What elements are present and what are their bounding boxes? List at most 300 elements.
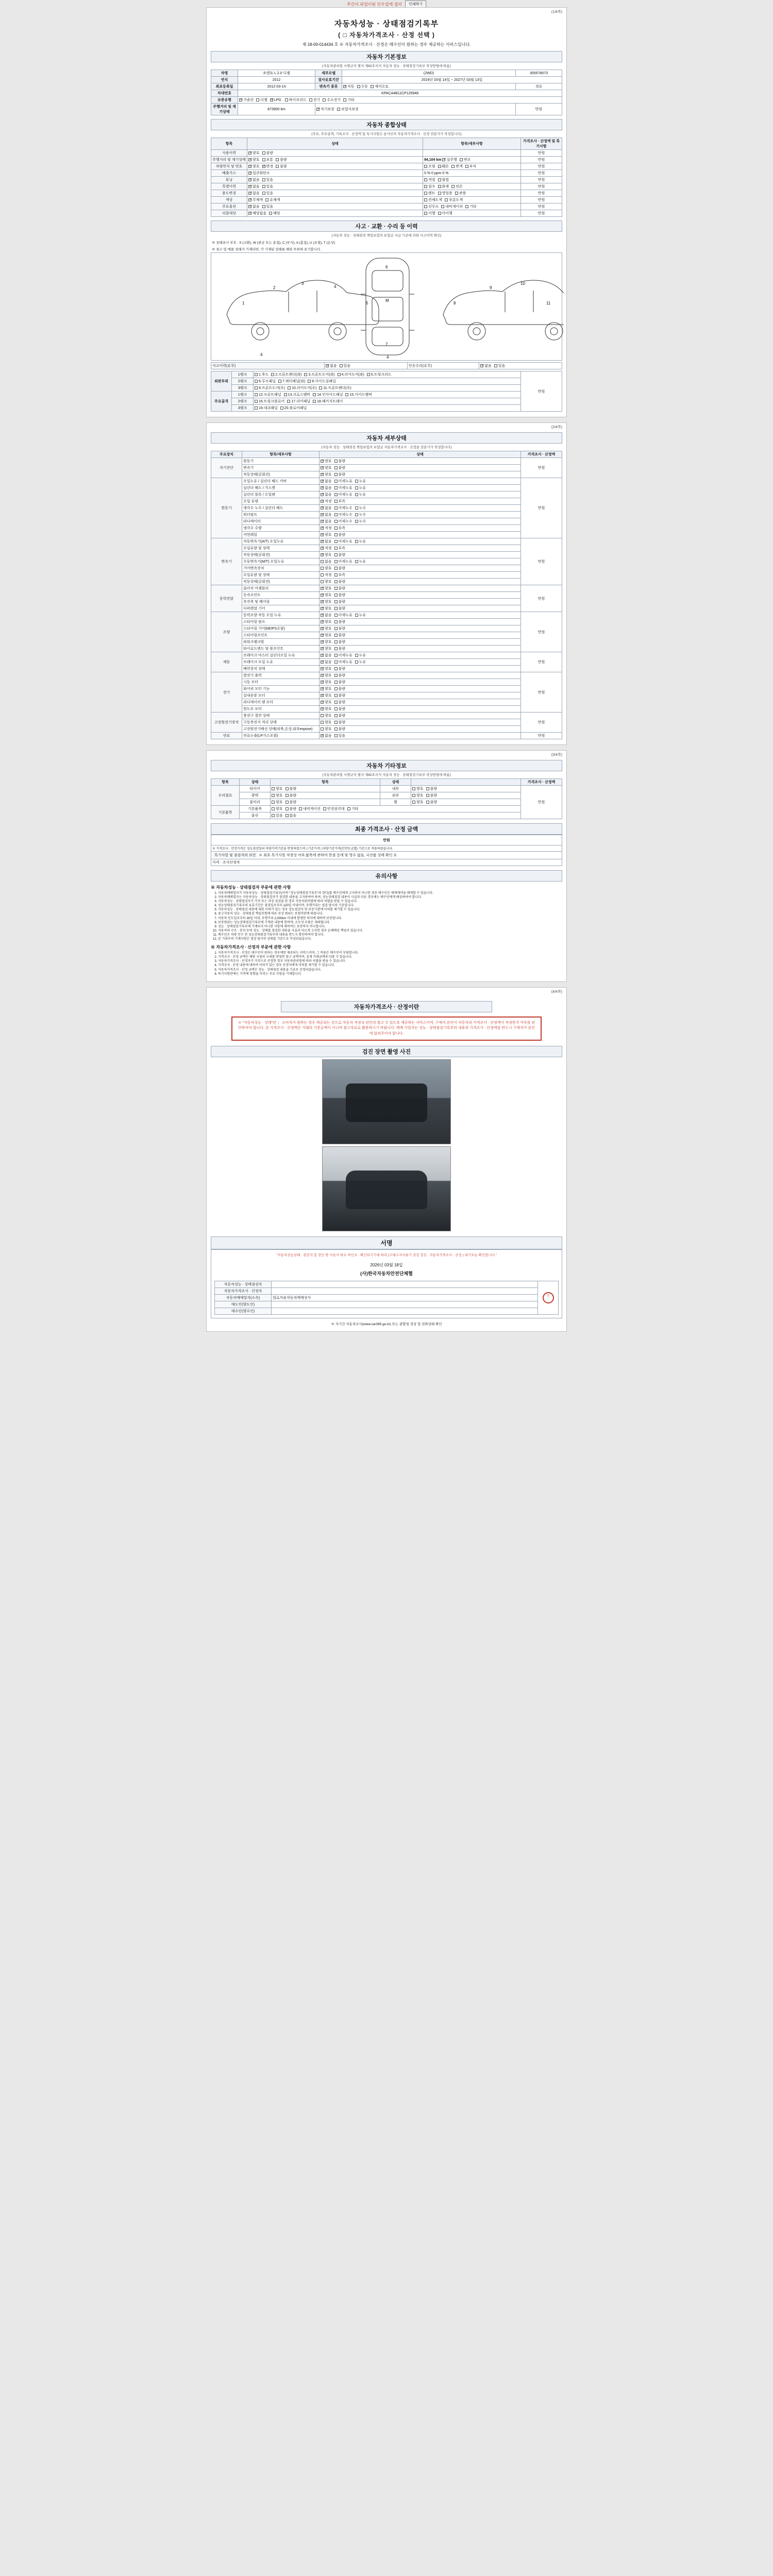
detail-group-1: 원동기 [211,478,242,538]
section-overall-title: 자동차 종합상태 [211,119,562,130]
detail-item-2-3: 수동변속기(M/T) 오일누유 [242,558,320,565]
overall-row-1-detail: 94,104 km ✓ 실주행 변조 [423,157,521,163]
overall-row-8-price: 만원 [521,204,562,210]
detail-opts-7-1[interactable]: 양호 불량 [320,719,521,726]
detail-opts-0-1[interactable]: ✓ 양호 불량 [320,465,521,471]
page-4-label: (4/4쪽) [551,990,562,994]
detail-item-1-5: 워터펌프 [242,512,320,518]
signature-company: (사)한국자동차안전단체협 [360,1270,413,1276]
basic-label-0: 차명 [211,70,238,77]
detail-item-4-0: 동력조향 작동 오일 누유 [242,612,320,619]
svg-text:2: 2 [273,285,276,290]
overall-row-3-detail: 0 % 0 ppm 0 % [423,170,521,177]
etc-row-2-ao[interactable]: 양호 불량 [271,799,380,806]
overall-row-2-price: 만원 [521,163,562,170]
etc-group-right: 기본품목 [211,806,240,819]
special-label: 특기사항 및 점검자의 의견 [212,852,258,858]
accident-bullet-0: ※ 상태표시 부호 : X (교환), W (판금 또는 용접), C (부식), A (흠집), U (요철), T (손상) [212,241,335,245]
notice-item: 3. 자동차성능 · 상태점검자가 거짓 또는 과장 점검을 한 경우 자동차관리법에 따라 처벌을 받을 수 있습니다. [218,900,562,904]
frame-rank-0: 1랭크 [232,392,254,398]
notice-body [211,885,562,976]
detail-opts-1-8[interactable]: ✓ 양호 불량 [320,532,521,538]
overall-col-1: 상태 [247,138,423,150]
detail-opts-1-6[interactable]: ✓ 없음 미세누수 누수 [320,518,521,525]
overall-row-9-name: 리콜대상 [211,210,247,217]
detail-opts-2-0[interactable]: ✓ 없음 미세누유 누유 [320,538,521,545]
detail-col-3: 가격조사 · 산정액 [521,451,562,458]
car-photo-shape [346,1171,428,1209]
section-detail-note: (자동차 성능 · 상태점검 책임보험의 보험금 자동차가격조사 · 산정을 전문가가 작성합니다) [321,446,452,449]
detail-item-6-1: 시동 모터 [242,679,320,686]
detail-item-2-6: 작동상태(공회전) [242,579,320,585]
basic-value-1: 2012 [238,77,315,83]
basic-value2-0: (2WD) [342,70,516,77]
detail-item-0-1: 변속기 [242,465,320,471]
special-row [211,852,562,859]
detail-group-4: 조향 [211,612,242,652]
overall-row-8-opts[interactable]: ✓ 없음 있음 [247,204,423,210]
special-text: ※ 최초 특기사항 적정성 여부,품목에 관하여 한점 등에 및 영수 없음, 국산품 상태 확인 요 [259,854,397,857]
svg-text:4: 4 [260,352,263,357]
detail-opts-2-1[interactable]: ✓ 적정 부족 [320,545,521,552]
detail-item-2-2: 작동상태(공회전) [242,552,320,558]
overall-col-0: 항목 [211,138,247,150]
overall-row-9-detail[interactable]: 이행 미이행 [423,210,521,217]
basic-label-3: 차대번호 [211,90,238,97]
outer-rank-2: 3랭크 [232,385,254,392]
detail-item-1-2: 실린더 블록 / 오일팬 [242,492,320,498]
section-etc-title: 자동차 기타정보 [211,760,562,771]
overall-row-5-detail[interactable]: 침수 화재 전손 [423,183,521,190]
detail-opts-3-3[interactable]: ✓ 양호 불량 [320,605,521,612]
overall-row-3-name: 배출가스 [211,170,247,177]
basic-info-table [211,70,562,115]
svg-text:8: 8 [453,301,456,306]
basic-label2-0: 세부모델 [315,70,342,77]
detail-item-7-1: 구동축전지 격리 상태 [242,719,320,726]
final-section-title: 자동차가격조사 · 산정이란 [281,1001,492,1012]
etc-row-4-ao[interactable]: 있음 없음 [271,812,521,819]
etc-row-4-a: 옵션 [240,812,271,819]
notice-item: 7. 자동차 인도일로부터 30일 이내, 주행거리 2,000km 이내에 발생한 하자에 대하여 보증합니다. [218,917,562,921]
overall-row-1-name: 주행거리 및 계기상태 [211,157,247,163]
basic-value2-1: 2019년 03월 14일 ~ 2027년 03월 13일 [342,77,562,83]
overall-row-0-opts[interactable]: ✓ 양호 불량 [247,150,423,157]
accident-summary-table [211,362,562,369]
detail-item-8-0: 연료누출(LP가스포함) [242,733,320,739]
price-table [211,835,562,866]
overall-row-6-opts[interactable]: ✓ 없음 있음 [247,190,423,197]
page-1-label: (1/4쪽) [551,10,562,14]
section-accident-note: (자동차 성능 · 상태점검 책임보험의 보험금 지급 기준에 의한 사고이력 확인) [331,234,442,238]
car-diagram [211,252,562,361]
detail-opts-3-2[interactable]: ✓ 양호 불량 [320,599,521,605]
section-basic-note: (자동차관리법 시행규칙 별지 제82호서식 자동차 성능 · 상태점검기록부 작성방법에 따름) [322,64,451,68]
detail-group-8: 연료 [211,733,242,739]
page-4 [206,987,567,1332]
detail-opts-0-0[interactable]: ✓ 양호 불량 [320,458,521,465]
car-diagram-svg [211,253,564,360]
seal-icon: 인 [543,1292,554,1303]
detail-opts-4-1[interactable]: ✓ 양호 불량 [320,619,521,625]
detail-item-7-0: 충전구 절연 상태 [242,713,320,719]
frame-label: 주요골격 [211,392,232,412]
overall-row-0-detail [423,150,521,157]
etc-col-4b [411,779,521,786]
notice-item: 2. 자동차매매업자는 자동차성능 · 상태점검자가 점검한 내용을 고지하여야 하며, 성능상태점검 내용이 사실과 다른 경우에는 매수인에게 배상하여야 합니다. [218,895,562,900]
signature-section-title: 서명 [211,1236,562,1249]
detail-group-2: 변속기 [211,538,242,585]
issue-line: 제 18-00-014434 호 ※ 자동차가격조사 · 산정은 매수인이 원하는 경우 제공하는 서비스입니다. [302,42,471,47]
print-toolbar [0,0,773,7]
frame-items-2[interactable]: 19.대쉬패널 20.플로어패널 [254,405,521,412]
detail-item-5-2: 배력장치 상태 [242,666,320,672]
notice-item: 10. 자동차의 구조 · 장치 등의 성능 · 상태를 점검한 내용을 사실과 다르게 고지한 경우 손해배상 책임이 있습니다. [218,929,562,933]
detail-opts-4-5[interactable]: ✓ 양호 불량 [320,646,521,652]
detail-opts-1-2[interactable]: ✓ 없음 미세누유 누유 [320,492,521,498]
owner-row: 가격 · 조사산정자 [211,859,562,866]
page-title: 자동차성능 · 상태점검기록부 [334,20,439,28]
inspection-photo-front [322,1059,451,1144]
detail-price-7: 만원 [521,713,562,733]
overall-row-1-opts[interactable]: ✓ 양호 보통 불량 [247,157,423,163]
overall-row-0-name: 사용이력 [211,150,247,157]
etc-row-2-a: 룸미러 [240,799,271,806]
overall-row-7-price: 만원 [521,197,562,204]
sign-stamp-cell [538,1281,559,1314]
section-overall-note: (주요, 주요골격, 기록조사 · 산정액 및 특기사항은 용사인의 자동차가격조사 · 산정 전문가가 작성합니다) [311,132,462,136]
outer-label: 외판부위 [211,371,232,392]
accident-row-0-opts[interactable]: ✓ 없음 있음 [325,363,408,369]
detail-opts-6-4[interactable]: ✓ 양호 불량 [320,699,521,706]
detail-opts-6-2[interactable]: ✓ 양호 불량 [320,686,521,692]
overall-row-6-detail[interactable]: 렌트 영업용 관용 [423,190,521,197]
detail-col-1: 항목/세부사항 [242,451,320,458]
etc-row-1-b: 외부 [380,792,411,799]
svg-text:3: 3 [301,281,304,286]
detail-opts-2-5[interactable]: 적정 부족 [320,572,521,579]
detail-item-4-2: 스티어링 기어(MDPS포함) [242,625,320,632]
section-etc-note: (자동차관리법 시행규칙 별지 제82호서식 자동차 성능 · 상태점검기록부 작성방법에 따름) [322,773,451,777]
detail-item-1-1: 실린더 헤드 / 가스켓 [242,485,320,492]
detail-item-7-2: 고전원전기배선 상태(피복,손상,외부expose) [242,726,320,733]
notice-item: 9. 성능 · 상태점검기록부에 기재되지 아니한 사항에 대하여는 보증하지 아니합니다. [218,925,562,929]
detail-item-1-6: 라디에이터 [242,518,320,525]
detail-item-6-2: 와이퍼 모터 기능 [242,686,320,692]
sign-row-4-value[interactable] [272,1308,538,1314]
svg-text:4: 4 [334,284,337,289]
detail-opts-2-6[interactable]: 양호 불량 [320,579,521,585]
outer-rank-1: 2랭크 [232,378,254,385]
outer-items-2[interactable]: 9.프론트도어(우) 10.리어도어(우) 11.프론트팬더(우) [254,385,521,392]
sign-row-2-label: 자동차매매업자(소속) [215,1294,272,1301]
overall-col-2: 항목/세부사항 [423,138,521,150]
detail-item-1-0: 오일누유 / 실린더 헤드 커버 [242,478,320,485]
notice-block-0-heading: ※ 자동차성능 · 상태점검자 부문에 관한 사항 [211,885,291,890]
overall-row-3-price: 만원 [521,170,562,177]
frame-items-0[interactable]: 12.프론트패널 13.크로스멤버 14.인사이드패널 15.사이드멤버 [254,392,521,398]
overall-col-3: 가격조사 · 산정액 및 특기사항 [521,138,562,150]
page-1 [206,7,567,417]
page-subtitle: ( □ 자동차가격조사 · 산정 선택 ) [338,31,435,39]
notice-block-0-list [218,891,562,941]
detail-opts-6-0[interactable]: ✓ 양호 불량 [320,672,521,679]
outer-items-1[interactable]: 6.루프패널 7.쿼터패널(좌) 8.사이드실패널 [254,378,521,385]
detail-price-3: 만원 [521,585,562,612]
detail-group-5: 제동 [211,652,242,672]
detail-price-1: 만원 [521,478,562,538]
basic-value4-0: 305578073 [516,70,562,77]
sign-row-2-value[interactable]: 업로카뷰자동차매매상사 [272,1294,538,1301]
etc-row-1-ao[interactable]: 양호 불량 [271,792,380,799]
notice-item: 1. 자동차가격조사 · 산정은 매수인이 원하는 경우에만 제공되는 서비스이며, 그 비용은 매수인이 부담합니다. [218,951,562,955]
detail-item-4-3: 스티어링조인트 [242,632,320,639]
basic-label-1: 연식 [211,77,238,83]
sign-row-1-value[interactable] [272,1287,538,1294]
notice-item: 3. 자동차가격조사 · 산정자가 거짓으로 산정한 경우 자동차관리법에 따라 처벌을 받을 수 있습니다. [218,959,562,963]
overall-row-4-price: 만원 [521,177,562,183]
parts-rank-table [211,371,562,412]
notice-item: 4. 가격조사 · 산정 내용에 대하여 이의가 있는 경우 산정자에게 이의를 제기할 수 있습니다. [218,963,562,968]
sign-row-3-label: 매도인(양도인) [215,1301,272,1308]
detail-price-2: 만원 [521,538,562,585]
detail-price-5: 만원 [521,652,562,672]
detail-opts-5-2[interactable]: ✓ 양호 불량 [320,666,521,672]
detail-item-6-5: 윈도우 모터 [242,706,320,713]
notice-item: 11. 매수인은 차량 인수 전 성능상태점검기록부의 내용을 반드시 확인하여야 합니다. [218,933,562,937]
notice-item: 12. 본 기록부의 기재사항은 점검 당시의 상태를 기준으로 작성되었습니다. [218,937,562,941]
overall-row-9-opts[interactable]: ✓ 해당없음 해당 [247,210,423,217]
detail-col-2: 상태 [320,451,521,458]
etc-row-2-b: 휠 [380,799,411,806]
detail-opts-1-1[interactable]: ✓ 없음 미세누유 누유 [320,485,521,492]
final-footer: ※ 자기간 자동차조사(www.car365.go.kr) 또는 관할청 검상 및 전화상태 확인 [331,1322,442,1326]
page-2-label: (2/4쪽) [551,426,562,429]
detail-item-0-0: 원동기 [242,458,320,465]
page-2 [206,422,567,745]
overall-row-7-name: 색상 [211,197,247,204]
overall-row-2-name: 차량연식 및 번호 [211,163,247,170]
price-title: 최종 가격조사 · 산정 금액 [211,823,562,835]
basic-value-2: 2012-03-14 [238,83,315,90]
basic-label-5: 주행거리 및 계기상태 [211,104,238,115]
basic-warranty-opts[interactable]: ✓ 자기보증 보험사보증 [315,104,516,115]
overall-row-4-opts[interactable]: ✓ 없음 있음 [247,177,423,183]
overall-row-0-price: 만원 [521,150,562,157]
etc-row-0-ao[interactable]: 양호 불량 [271,786,380,792]
detail-opts-6-1[interactable]: ✓ 양호 불량 [320,679,521,686]
basic-value-3: KPACA4B11CP125948 [238,90,562,97]
detail-item-6-4: 라디에이터 팬 모터 [242,699,320,706]
detail-item-1-3: 오일 유량 [242,498,320,505]
sign-row-4-label: 매수인(양수인) [215,1308,272,1314]
detail-item-4-4: 파워크랭크암 [242,639,320,646]
detail-opts-1-3[interactable]: ✓ 적정 부족 [320,498,521,505]
overall-row-5-price: 만원 [521,183,562,190]
etc-row-1-bo[interactable]: 양호 불량 [411,792,521,799]
signature-date: 2026년 03월 18일 [370,1262,403,1267]
signature-red-text: "자동차성능상태 · 점검자 및 검인 받 사용자 하소 파인조 · 확인되기기에 따라 (구매고지서류가 검검 정검 · 자동차가격조사 · 산정 ) 내기오늘 확인합니다." [276,1253,497,1258]
detail-opts-4-3[interactable]: ✓ 양호 불량 [320,632,521,639]
svg-text:4: 4 [386,355,389,360]
inspection-photo-lift [322,1146,451,1231]
signature-table [214,1281,559,1315]
overall-row-7-opts[interactable]: ✓ 무채색 유채색 [247,197,423,204]
etc-row-1-a: 광택 [240,792,271,799]
car-photo-shape [346,1083,428,1122]
detail-opts-5-0[interactable]: ✓ 없음 미세누유 누유 [320,652,521,659]
detail-opts-1-7[interactable]: ✓ 적정 부족 [320,525,521,532]
detail-item-1-7: 냉각수 수량 [242,525,320,532]
overall-row-6-price: 만원 [521,190,562,197]
accident-bullet-1: ※ 침수 및 매몰 상태가 기재되면, 각 기재된 상태를 해당 부위에 표기합니다. [212,248,322,251]
sign-row-3-value[interactable] [272,1301,538,1308]
detail-opts-2-2[interactable]: ✓ 양호 불량 [320,552,521,558]
etc-row-0-b: 내부 [380,786,411,792]
svg-text:M: M [385,298,389,303]
detail-item-2-4: 기어변속장치 [242,565,320,572]
notice-item: 5. 자동차가격조사 · 산정 금액은 성능 · 상태점검 내용을 기초로 산정되었습니다. [218,968,562,972]
notice-item: 6. 특기사항란에는 가격에 영향을 미치는 주요 사항을 기재합니다. [218,972,562,976]
detail-opts-4-2[interactable]: ✓ 양호 불량 [320,625,521,632]
overall-row-2-detail[interactable]: 오염 훼손 변색 부식 [423,163,521,170]
notice-item: 2. 가격조사 · 산정 금액은 해당 시점의 시세를 반영한 참고 금액이며, 실제 거래금액과 다를 수 있습니다. [218,955,562,959]
signature-area [211,1249,562,1318]
notice-title: 유의사항 [211,870,562,882]
basic-extra: 만원 [516,104,562,115]
svg-text:7: 7 [385,342,388,347]
detail-item-1-4: 냉각수 누수 / 실린더 헤드 [242,505,320,512]
detail-opts-6-5[interactable]: ✓ 양호 불량 [320,706,521,713]
detail-opts-0-2[interactable]: ✓ 양호 불량 [320,471,521,478]
detail-item-1-8: 커먼레일 [242,532,320,538]
etc-row-3-a: 기본품목 [240,806,271,812]
price-note: ※ 가격조사 · 산정가격은 성능점검일의 차량가격기준을 반영하였으며 □기준가격 □차량기준가격(안전등급별) 기준으로 적용하였습니다. [211,845,562,852]
outer-items-0[interactable]: 1.후드 2.프론트팬더(좌) 3.프론트도어(좌) 4.리어도어(좌) 5.트렁크리드 [254,371,521,378]
detail-opts-5-1[interactable]: ✓ 없음 미세누유 누유 [320,659,521,666]
detail-opts-4-0[interactable]: ✓ 없음 미세누유 누유 [320,612,521,619]
detail-item-3-3: 디퍼렌셜 기어 [242,605,320,612]
detail-price-8: 만원 [521,733,562,739]
detail-group-3: 동력전달 [211,585,242,612]
basic-fuel-value: 경유 [516,83,562,90]
basic-fuel-opts[interactable]: ✓ 가솔린 디젤 ✓ LPG 하이브리드 전기 수소전기 기타 [238,97,562,104]
detail-opts-1-5[interactable]: ✓ 없음 미세누수 누수 [320,512,521,518]
basic-value-0: 쏘렌토 L 2.0 디젤 [238,70,315,77]
detail-table [211,451,562,739]
photo-list [211,1059,562,1231]
section-detail-title: 자동차 세부상태 [211,432,562,444]
detail-opts-7-0[interactable]: 양호 불량 [320,713,521,719]
detail-item-3-1: 등속조인트 [242,592,320,599]
overall-row-5-opts[interactable]: ✓ 없음 있음 [247,183,423,190]
notice-item: 5. 자동차성능 · 상태점검 내용에 대한 이의가 있는 경우 성능점검자 및 보증기관에 이의를 제기할 수 있습니다. [218,908,562,912]
etc-col-0: 항목 [211,779,240,786]
detail-price-4: 만원 [521,612,562,652]
overall-row-8-detail[interactable]: 선루프 내비게이션 기타 [423,204,521,210]
detail-group-6: 전기 [211,672,242,713]
overall-row-5-name: 특별이력 [211,183,247,190]
etc-col-2: 항목 [271,779,380,786]
detail-opts-3-1[interactable]: ✓ 양호 불량 [320,592,521,599]
overall-row-9-price: 만원 [521,210,562,217]
detail-opts-3-0[interactable]: ✓ 양호 불량 [320,585,521,592]
detail-opts-1-4[interactable]: ✓ 없음 미세누수 누수 [320,505,521,512]
detail-opts-7-2[interactable]: 양호 불량 [320,726,521,733]
accident-row-0-label: 사고이력(유무) [211,363,325,369]
overall-row-7-detail[interactable]: 전체도색 부분도색 [423,197,521,204]
etc-row-0-bo[interactable]: 양호 불량 [411,786,521,792]
etc-col-3: 상태 [380,779,411,786]
final-red-text: ※ "자동차성능 · 상태"란 」 소비자가 원하는 경우 제공되는 것으로 자동차 적정성 판단의 참고 수 있도록 제공하는 서비스이며, 구매자 본인이 자동차의 가격조사 · 산정액이 적정한지 여부를 판단하여야 합니다. 본 가격조사 · 산정액은 거래의 기준금액이 아니며 참고자료로 활용하시기 바랍니다. 매매 사업자는 성능 · 상태점검기록부의 내용과 가격조사 · 산정액을 반드시 구매자가 본인에 알려주어야 합니다. [231,1016,542,1041]
basic-label-2: 최초등록일 [211,83,238,90]
svg-text:10: 10 [520,281,525,286]
detail-opts-2-4[interactable]: 양호 불량 [320,565,521,572]
detail-opts-2-3[interactable]: 없음 미세누유 누유 [320,558,521,565]
overall-row-8-name: 주요옵션 [211,204,247,210]
frame-items-1[interactable]: 16.트렁크플로어 17.리어패널 18.패키지트레이 [254,398,521,405]
notice-item: 6. 중고자동차 성능 · 상태점검 책임보험에 따른 보상 범위는 보험약관에 따릅니다. [218,912,562,916]
detail-opts-8-0[interactable]: ✓ 없음 있음 [320,733,521,739]
notice-item: 8. 보증범위는 성능상태점검기록부에 기재된 내용에 한하며, 소모성 부품은 제외됩니다. [218,921,562,925]
etc-col-4: 가격조사 · 산정액 [521,779,562,786]
basic-label-4: 보증유형 [211,97,238,104]
etc-row-3-ao[interactable]: 양호 불량 내비게이션 안전삼각대 기타 [271,806,521,812]
page-3 [206,750,567,982]
overall-row-3-opts[interactable]: ✓ 일산화탄소 [247,170,423,177]
detail-item-2-1: 오일유량 및 상태 [242,545,320,552]
etc-row-2-bo[interactable]: 양호 불량 [411,799,521,806]
basic-transmission-opts[interactable]: ✓ 자동 수동 세미오토 [342,83,516,90]
notice-item: 1. 자동차매매업자가 자동차성능 · 상태점검기록부(이하 "성능상태점검기록부"라 한다)를 매수인에게 고지하지 아니한 경우 매수인은 매매계약을 해제할 수 있습니다. [218,891,562,895]
print-button[interactable]: 인쇄하기 [405,1,426,8]
detail-price-0: 만원 [521,458,562,478]
detail-item-0-2: 작동상태(공회전) [242,471,320,478]
overall-row-1-price: 만원 [521,157,562,163]
detail-item-4-5: 타이로드엔드 및 볼조인트 [242,646,320,652]
notice-item: 4. 성능상태점검기록부의 유효기간은 점검일로부터 120일 이내이며, 주행거리는 점검 당시의 기준입니다. [218,904,562,908]
detail-item-3-2: 추진축 및 베어링 [242,599,320,605]
svg-text:9: 9 [490,285,492,290]
frame-rank-2: 3랭크 [232,405,254,412]
etc-col-1: 상태 [240,779,271,786]
svg-text:1: 1 [242,301,245,306]
etc-group-left: 수리필요 [211,786,240,806]
detail-opts-1-0[interactable]: ✓ 없음 미세누유 누유 [320,478,521,485]
basic-label2-1: 검사유효기간 [315,77,342,83]
detail-item-3-0: 클러치 어셈블리 [242,585,320,592]
detail-opts-6-3[interactable]: ✓ 양호 불량 [320,692,521,699]
detail-item-2-5: 오일유량 및 상태 [242,572,320,579]
basic-value-5: 873900 km [238,104,315,115]
accident-row-1-label: 단순수리(유무) [407,363,479,369]
detail-group-0: 자기진단 [211,458,242,478]
notice-block-1-heading: ※ 자동차가격조사 · 산정자 부문에 관한 사항 [211,945,291,950]
detail-opts-4-4[interactable]: ✓ 양호 불량 [320,639,521,646]
photo-section-title: 검진 장면 촬영 사진 [211,1046,562,1057]
accident-row-1-opts[interactable]: ✓ 없음 있음 [479,363,562,369]
detail-item-2-0: 자동변속기(A/T) 오일누유 [242,538,320,545]
print-warning: 추간이 파업이된 인우업에 접의 [346,2,402,7]
overall-row-2-opts[interactable]: ✓ 양호 ✓ 변경 불량 [247,163,423,170]
sign-row-0-value[interactable] [272,1281,538,1287]
detail-item-5-1: 브레이크 오일 누유 [242,659,320,666]
detail-group-7: 고전원전기장치 [211,713,242,733]
overall-row-4-detail[interactable]: 적법 불법 [423,177,521,183]
section-basic-title: 자동차 기본정보 [211,51,562,62]
sign-row-0-label: 자동차성능 · 상태점검자 [215,1281,272,1287]
overall-row-4-name: 튜닝 [211,177,247,183]
